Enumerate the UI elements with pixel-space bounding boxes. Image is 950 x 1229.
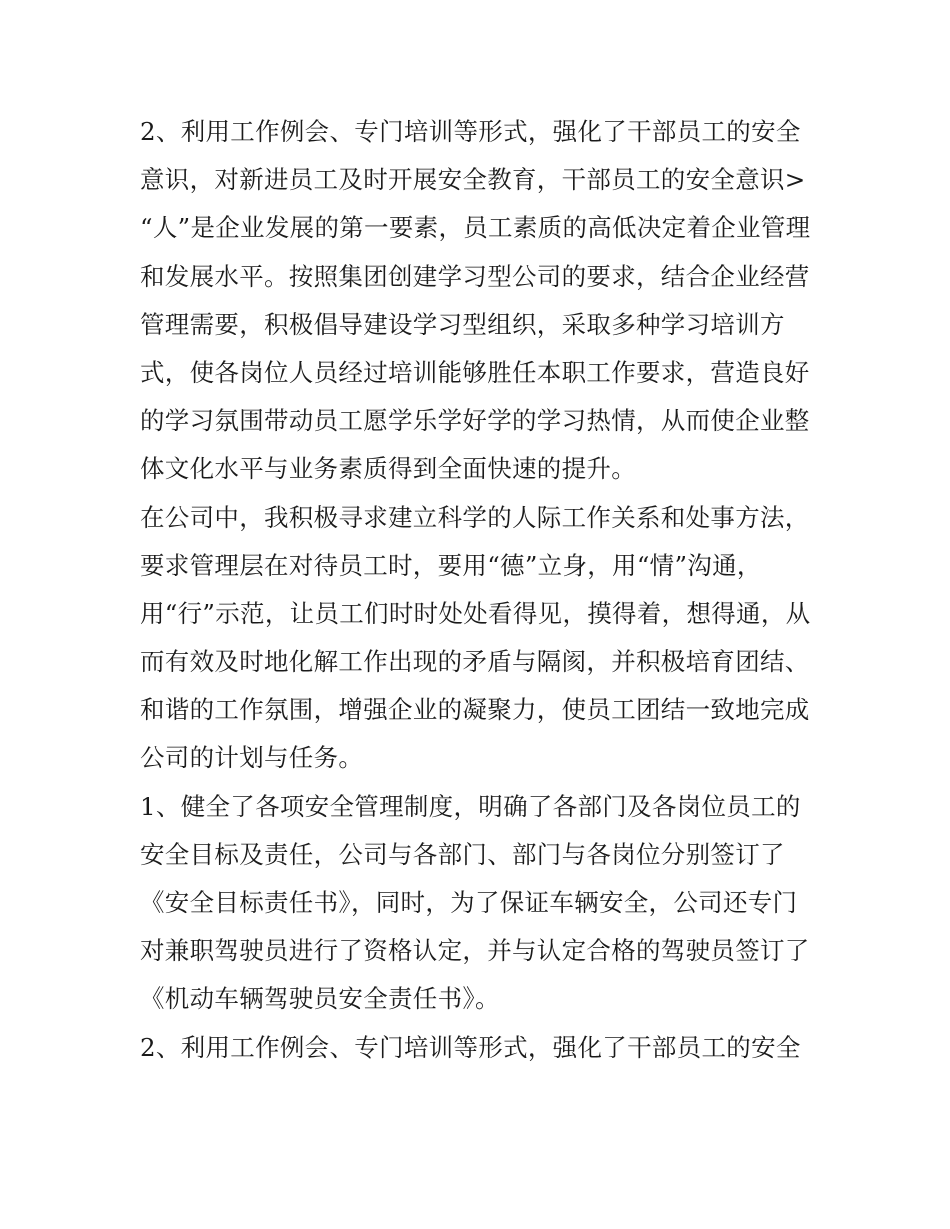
text-line: 式，使各岗位人员经过培训能够胜任本职工作要求，营造良好 — [140, 357, 810, 387]
text-line: 安全目标及责任，公司与各部门、部门与各岗位分别签订了 — [140, 839, 785, 869]
text-line: 体文化水平与业务素质得到全面快速的提升。 — [140, 454, 636, 484]
text-line: 对兼职驾驶员进行了资格认定，并与认定合格的驾驶员签订了 — [140, 936, 810, 966]
text-line: 2、利用工作例会、专门培训等形式，强化了干部员工的安全 — [140, 117, 801, 146]
text-line: 公司的计划与任务。 — [140, 743, 364, 773]
text-line: 要求管理层在对待员工时，要用“德”立身，用“情”沟通， — [140, 550, 762, 580]
text-line: 用“行”示范，让员工们时时处处看得见，摸得着，想得通，从 — [140, 598, 811, 628]
text-line: 1、健全了各项安全管理制度，明确了各部门及各岗位员工的 — [140, 791, 801, 821]
document-body — [140, 108, 820, 1072]
text-line: 意识，对新进员工及时开展安全教育，干部员工的安全意识> — [140, 165, 806, 195]
text-line: 管理需要，积极倡导建设学习型组织，采取多种学习培训方 — [140, 309, 785, 339]
text-line: 和谐的工作氛围，增强企业的凝聚力，使员工团结一致地完成 — [140, 695, 810, 725]
text-line: 2、利用工作例会、专门培训等形式，强化了干部员工的安全 — [140, 1032, 801, 1062]
text-line: 《安全目标责任书》，同时，为了保证车辆安全，公司还专门 — [140, 888, 798, 917]
text-line: 和发展水平。按照集团创建学习型公司的要求，结合企业经营 — [140, 261, 810, 291]
text-line: 《机动车辆驾驶员安全责任书》。 — [140, 984, 500, 1014]
text-line: 的学习氛围带动员工愿学乐学好学的学习热情，从而使企业整 — [140, 406, 810, 436]
text-line: 在公司中，我积极寻求建立科学的人际工作关系和处事方法， — [140, 502, 810, 532]
text-line: “人”是企业发展的第一要素，员工素质的高低决定着企业管理 — [140, 213, 811, 243]
text-line: 而有效及时地化解工作出现的矛盾与隔阂，并积极培育团结、 — [140, 647, 810, 677]
